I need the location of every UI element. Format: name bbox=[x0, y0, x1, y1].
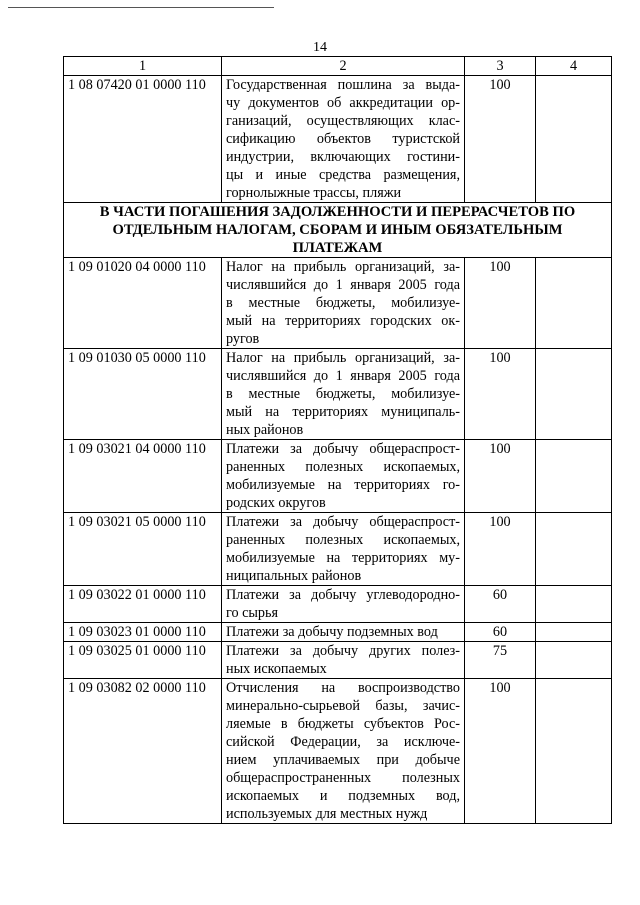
table-row bbox=[64, 76, 612, 203]
table-row bbox=[64, 440, 612, 513]
description-line: ниципальных районов bbox=[226, 568, 362, 584]
column-header: 4 bbox=[536, 57, 612, 76]
budget-code: 1 09 03023 01 0000 110 bbox=[64, 623, 222, 642]
description-line: горнолыжные трассы, пляжи bbox=[226, 185, 402, 201]
revenue-table bbox=[63, 56, 612, 824]
percent-value: 100 bbox=[465, 513, 536, 586]
description-line: мобилизуемые на территориях го- bbox=[226, 477, 460, 493]
revenue-description bbox=[222, 76, 465, 203]
table-header-row bbox=[64, 57, 612, 76]
description-line: ископаемых и подземных вод, bbox=[226, 788, 460, 804]
description-line: Налог на прибыль организаций, за- bbox=[226, 259, 460, 275]
description-line: Платежи за добычу углеводородно- bbox=[226, 587, 460, 603]
revenue-description bbox=[222, 642, 465, 679]
description-line: мый на территориях муниципаль- bbox=[226, 404, 460, 420]
column-4-cell bbox=[536, 679, 612, 824]
table-row bbox=[64, 513, 612, 586]
budget-code: 1 09 01030 05 0000 110 bbox=[64, 349, 222, 440]
page-number: 14 bbox=[313, 40, 327, 55]
table-row bbox=[64, 349, 612, 440]
description-line: раненных полезных ископаемых, bbox=[226, 532, 460, 548]
percent-value: 100 bbox=[465, 258, 536, 349]
percent-value: 100 bbox=[465, 440, 536, 513]
description-line: числявшийся до 1 января 2005 года bbox=[226, 277, 460, 293]
description-line: Платежи за добычу подземных вод bbox=[226, 624, 438, 640]
description-line: минерально-сырьевой базы, зачис- bbox=[226, 698, 460, 714]
description-line: чу документов об аккредитации ор- bbox=[226, 95, 460, 111]
revenue-description bbox=[222, 349, 465, 440]
description-line: Платежи за добычу общераспрост- bbox=[226, 514, 460, 530]
description-line: числявшийся до 1 января 2005 года bbox=[226, 368, 460, 384]
table-row bbox=[64, 258, 612, 349]
description-line: используемых для местных нужд bbox=[226, 806, 428, 822]
description-line: го сырья bbox=[226, 605, 279, 621]
description-line: общераспространенных полезных bbox=[226, 770, 460, 786]
budget-code: 1 09 03082 02 0000 110 bbox=[64, 679, 222, 824]
description-line: ляемые в бюджеты субъектов Рос- bbox=[226, 716, 460, 732]
budget-code: 1 09 03021 05 0000 110 bbox=[64, 513, 222, 586]
description-line: цы и иные средства размещения, bbox=[226, 167, 460, 183]
table-row bbox=[64, 586, 612, 623]
description-line: сификацию объектов туристской bbox=[226, 131, 460, 147]
description-line: сийской Федерации, за исключе- bbox=[226, 734, 460, 750]
percent-value: 60 bbox=[465, 586, 536, 623]
revenue-description bbox=[222, 440, 465, 513]
column-4-cell bbox=[536, 642, 612, 679]
description-line: в местные бюджеты, мобилизуе- bbox=[226, 295, 460, 311]
description-line: Платежи за добычу общераспрост- bbox=[226, 441, 460, 457]
description-line: мобилизуемые на территориях му- bbox=[226, 550, 460, 566]
section-row bbox=[64, 203, 612, 258]
percent-value: 60 bbox=[465, 623, 536, 642]
percent-value: 75 bbox=[465, 642, 536, 679]
budget-code: 1 09 01020 04 0000 110 bbox=[64, 258, 222, 349]
table-row bbox=[64, 623, 612, 642]
description-line: ных ископаемых bbox=[226, 661, 327, 677]
top-rule bbox=[8, 7, 274, 8]
column-header: 2 bbox=[222, 57, 465, 76]
revenue-description bbox=[222, 679, 465, 824]
column-4-cell bbox=[536, 76, 612, 203]
description-line: ных районов bbox=[226, 422, 304, 438]
description-line: нием уплачиваемых при добыче bbox=[226, 752, 460, 768]
column-header: 3 bbox=[465, 57, 536, 76]
percent-value: 100 bbox=[465, 76, 536, 203]
description-line: в местные бюджеты, мобилизуе- bbox=[226, 386, 460, 402]
budget-code: 1 09 03025 01 0000 110 bbox=[64, 642, 222, 679]
column-4-cell bbox=[536, 586, 612, 623]
percent-value: 100 bbox=[465, 679, 536, 824]
percent-value: 100 bbox=[465, 349, 536, 440]
description-line: родских округов bbox=[226, 495, 326, 511]
description-line: мый на территориях городских ок- bbox=[226, 313, 460, 329]
revenue-description bbox=[222, 513, 465, 586]
revenue-description bbox=[222, 586, 465, 623]
table-row bbox=[64, 679, 612, 824]
description-line: Налог на прибыль организаций, за- bbox=[226, 350, 460, 366]
budget-code: 1 09 03022 01 0000 110 bbox=[64, 586, 222, 623]
column-4-cell bbox=[536, 349, 612, 440]
description-line: ганизаций, осуществляющих клас- bbox=[226, 113, 460, 129]
description-line: раненных полезных ископаемых, bbox=[226, 459, 460, 475]
column-4-cell bbox=[536, 440, 612, 513]
description-line: Государственная пошлина за выда- bbox=[226, 77, 460, 93]
column-4-cell bbox=[536, 258, 612, 349]
revenue-description bbox=[222, 258, 465, 349]
column-header: 1 bbox=[64, 57, 222, 76]
description-line: Платежи за добычу других полез- bbox=[226, 643, 460, 659]
description-line: ругов bbox=[226, 331, 260, 347]
table-body bbox=[64, 57, 612, 824]
budget-code: 1 08 07420 01 0000 110 bbox=[64, 76, 222, 203]
revenue-description bbox=[222, 623, 465, 642]
section-heading: В ЧАСТИ ПОГАШЕНИЯ ЗАДОЛЖЕННОСТИ И ПЕРЕРАСЧЕТОВ ПО ОТДЕЛЬНЫМ НАЛОГАМ, СБОРАМ И ИНЫМ ОБЯЗАТЕЛЬНЫМ ПЛАТЕЖАМ bbox=[64, 203, 612, 258]
table-row bbox=[64, 642, 612, 679]
column-4-cell bbox=[536, 623, 612, 642]
budget-code: 1 09 03021 04 0000 110 bbox=[64, 440, 222, 513]
column-4-cell bbox=[536, 513, 612, 586]
description-line: Отчисления на воспроизводство bbox=[226, 680, 460, 696]
description-line: индустрии, включающих гостини- bbox=[226, 149, 460, 165]
